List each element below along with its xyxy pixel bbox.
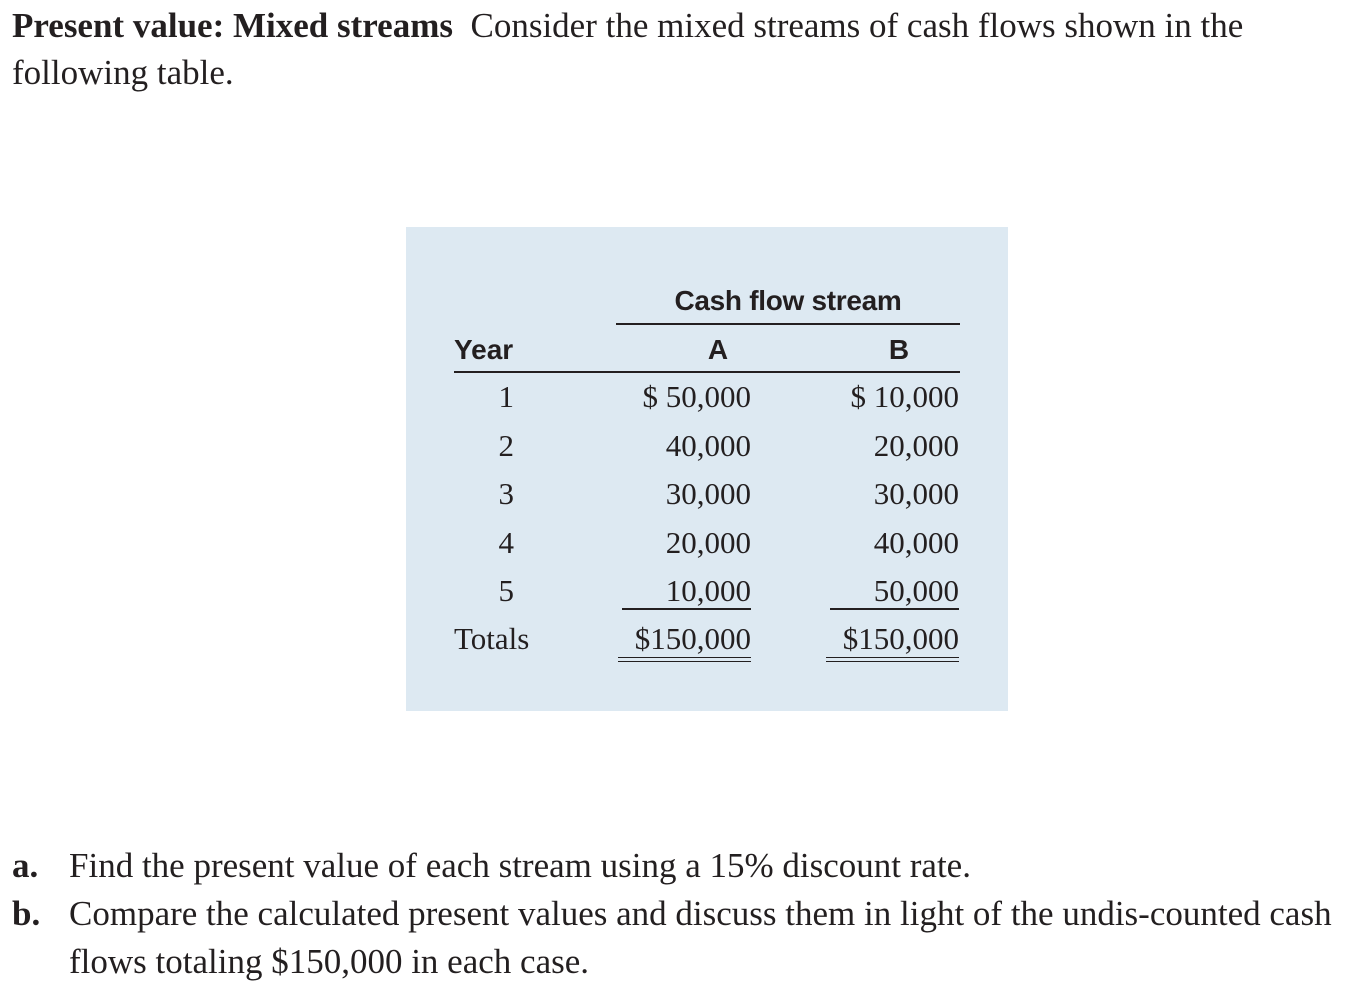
subtotal-underline-b [830, 608, 959, 610]
year-cell: 3 [498, 476, 514, 511]
table-row [406, 428, 1008, 476]
stream-b-cell: 50,000 [873, 573, 959, 608]
question-a [12, 842, 1357, 890]
column-header-rule [454, 371, 960, 373]
question-a-text: Find the present value of each stream using a 15% discount rate. [69, 846, 971, 885]
stream-b-cell: $ 10,000 [850, 379, 959, 414]
totals-label: Totals [454, 621, 530, 656]
table-row [406, 525, 1008, 573]
total-double-underline-a [618, 657, 751, 662]
problem-intro [12, 2, 1357, 96]
group-header-rule [616, 323, 960, 325]
year-cell: 5 [498, 573, 514, 608]
table-row [406, 573, 1008, 621]
subtotal-underline-a [622, 608, 751, 610]
table-row [406, 476, 1008, 524]
column-header-b: B [888, 334, 910, 365]
total-double-underline-b [826, 657, 959, 662]
column-header-a: A [707, 334, 729, 365]
stream-a-cell: 30,000 [665, 476, 751, 511]
stream-b-cell: 30,000 [873, 476, 959, 511]
question-list [12, 842, 1357, 986]
cash-flow-table [406, 227, 1008, 711]
total-b-cell: $150,000 [842, 621, 959, 656]
problem-description: Consider the mixed streams of cash flows shown in the following table. [12, 6, 1244, 92]
stream-a-cell: $ 50,000 [642, 379, 751, 414]
stream-b-cell: 20,000 [873, 428, 959, 463]
table-group-header: Cash flow stream [674, 285, 902, 316]
question-b-text: Compare the calculated present values and discuss them in light of the undis-counted cash flows totaling $150,000 in each case. [69, 894, 1332, 981]
stream-b-cell: 40,000 [873, 525, 959, 560]
year-cell: 1 [498, 379, 514, 414]
problem-title: Present value: Mixed streams [12, 6, 453, 45]
question-a-label: a. [12, 846, 39, 885]
total-a-cell: $150,000 [634, 621, 751, 656]
year-cell: 2 [498, 428, 514, 463]
table-row [406, 379, 1008, 427]
year-cell: 4 [498, 525, 514, 560]
stream-a-cell: 10,000 [665, 573, 751, 608]
question-b [12, 890, 1357, 986]
stream-a-cell: 40,000 [665, 428, 751, 463]
column-header-year: Year [454, 334, 514, 365]
question-b-label: b. [12, 894, 41, 933]
stream-a-cell: 20,000 [665, 525, 751, 560]
